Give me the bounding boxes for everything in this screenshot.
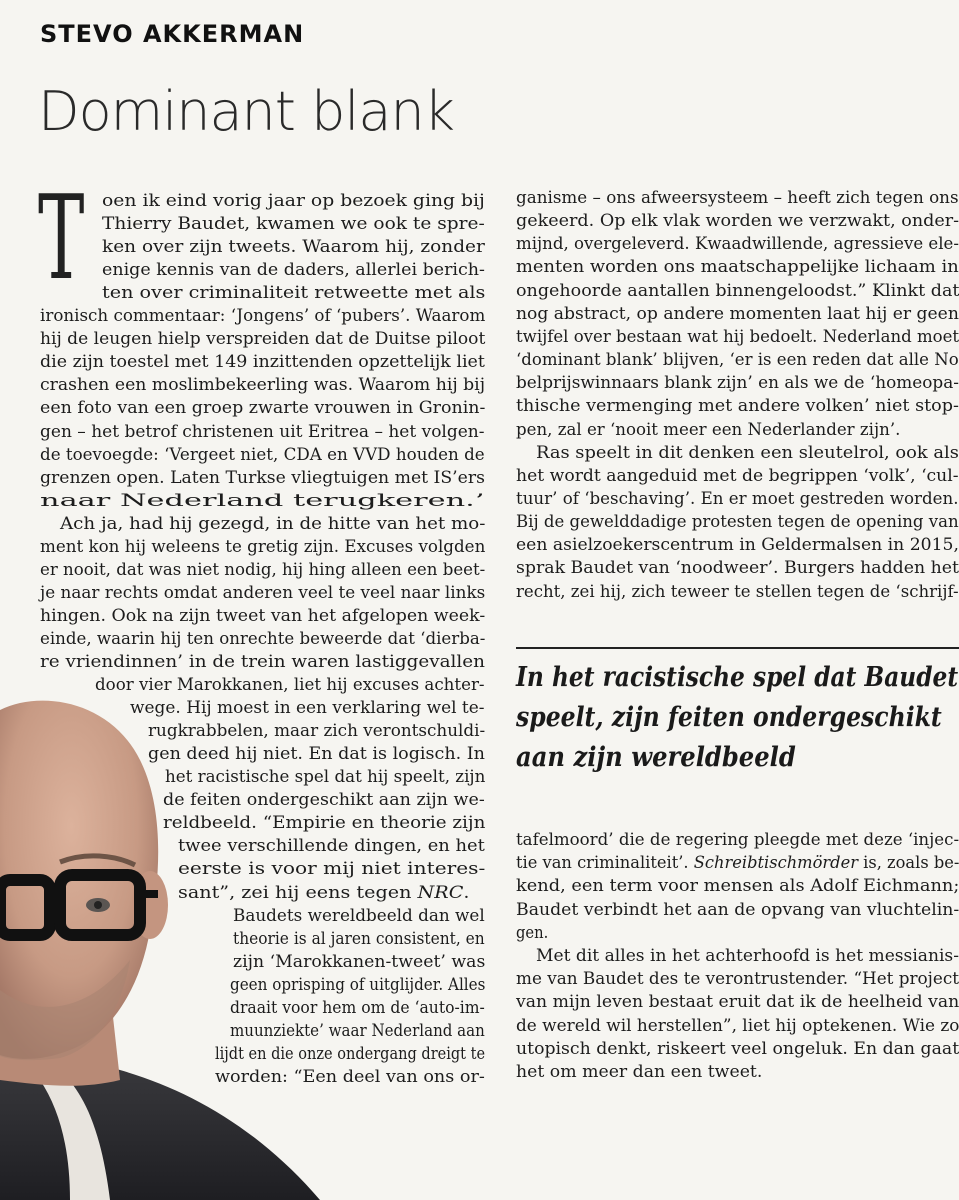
pullquote-line: speelt, zijn feiten ondergeschikt bbox=[516, 702, 942, 733]
pullquote-line: aan zijn wereldbeeld bbox=[516, 742, 796, 773]
drop-cap: T bbox=[38, 171, 85, 306]
text-line: tafelmoord’ die de regering pleegde met deze ‘injec- bbox=[516, 830, 959, 850]
text-line: draait voor hem om de ‘auto-im- bbox=[230, 997, 485, 1018]
text-line: de feiten ondergeschikt aan zijn we- bbox=[163, 790, 485, 811]
text-line: een asielzoekerscentrum in Geldermalsen in 2015, bbox=[516, 535, 959, 556]
text-line: twijfel over bestaan wat hij bedoelt. Nederland moet bbox=[516, 326, 959, 347]
text-line: pen, zal er ‘nooit meer een Nederlander zijn’. bbox=[516, 419, 901, 440]
text-line: twee verschillende dingen, en het bbox=[178, 836, 485, 857]
text-line: ganisme – ons afweersysteem – heeft zich tegen ons bbox=[516, 188, 959, 208]
text-line: het wordt aangeduid met de begrippen ‘volk’, ‘cul- bbox=[516, 465, 959, 486]
author-portrait bbox=[0, 690, 320, 1200]
text-line: gen deed hij niet. En dat is logisch. In bbox=[148, 744, 485, 765]
text-line: ironisch commentaar: ‘Jongens’ of ‘pubers’. Waarom bbox=[40, 306, 486, 327]
text-line: Thierry Baudet, kwamen we ook te spre- bbox=[102, 214, 485, 235]
text-line: einde, waarin hij ten onrechte beweerde dat ‘dierba- bbox=[40, 628, 486, 649]
text-continuation: is, zoals be- bbox=[857, 853, 959, 874]
text-line: me van Baudet des te verontrustender. “Het project bbox=[516, 969, 959, 990]
text-line: de wereld wil herstellen”, liet hij optekenen. Wie zo bbox=[516, 1015, 959, 1036]
text-line: je naar rechts omdat anderen veel te veel naar links bbox=[40, 582, 486, 603]
text-line: gekeerd. Op elk vlak worden we verzwakt, onder- bbox=[516, 211, 959, 232]
text-line: Ach ja, had hij gezegd, in de hitte van het mo- bbox=[60, 513, 486, 534]
text-line: die zijn toestel met 149 inzittenden opzettelijk liet bbox=[40, 352, 485, 373]
text-line: theorie is al jaren consistent, en bbox=[233, 928, 485, 949]
text-line: oen ik eind vorig jaar op bezoek ging bij bbox=[102, 191, 485, 211]
text-line: een foto van een groep zwarte vrouwen in Gronin- bbox=[40, 398, 486, 419]
italic-term: Schreibtischmörder bbox=[693, 853, 858, 874]
text-line: eerste is voor mij niet interes- bbox=[178, 859, 486, 880]
text-line: door vier Marokkanen, liet hij excuses achter- bbox=[95, 675, 485, 696]
text-line: nog abstract, op andere momenten laat hij er geen bbox=[516, 303, 959, 324]
newspaper-name: NRC bbox=[417, 882, 464, 903]
text-line: crashen een moslimbekeerling was. Waarom hij bij bbox=[40, 375, 486, 396]
text-line: sprak Baudet van ‘noodweer’. Burgers hadden het bbox=[516, 558, 959, 579]
pullquote-rule bbox=[516, 647, 959, 649]
text-line: tie van criminaliteit’. Schreibtischmörder is, zoals be- bbox=[516, 853, 959, 874]
text-line: grenzen open. Laten Turkse vliegtuigen met IS’ers bbox=[40, 467, 485, 488]
text-line: ken over zijn tweets. Waarom hij, zonder bbox=[102, 237, 485, 258]
text-line: re vriendinnen’ in de trein waren lastiggevallen bbox=[40, 652, 485, 672]
text-line: Baudet verbindt het aan de opvang van vluchtelin- bbox=[516, 899, 959, 920]
text-line: Baudets wereldbeeld dan wel bbox=[233, 905, 485, 926]
text-line: Bij de gewelddadige protesten tegen de opening van bbox=[516, 512, 959, 533]
text-line: worden: “Een deel van ons or- bbox=[215, 1066, 485, 1087]
text-line: enige kennis van de daders, allerlei berich- bbox=[102, 260, 485, 281]
text-line: zijn ‘Marokkanen-tweet’ was bbox=[233, 951, 486, 972]
text-line: ten over criminaliteit retweette met als bbox=[102, 283, 486, 304]
text-line: mijnd, overgeleverd. Kwaadwillende, agressieve ele- bbox=[516, 234, 959, 255]
text-line: ‘dominant blank’ blijven, ‘er is een reden dat alle No bbox=[516, 350, 959, 371]
text-line: Ras speelt in dit denken een sleutelrol, ook als bbox=[536, 442, 959, 463]
text-line: reldbeeld. “Empirie en theorie zijn bbox=[163, 813, 486, 834]
text-line: Met dit alles in het achterhoofd is het messianis- bbox=[536, 946, 959, 966]
text-line: naar Nederland terugkeren.’ bbox=[40, 490, 485, 511]
punctuation: . bbox=[463, 882, 470, 903]
pullquote-line: In het racistische spel dat Baudet bbox=[516, 662, 959, 693]
article-title: Dominant blank bbox=[38, 80, 454, 143]
text-line: hingen. Ook na zijn tweet van het afgelopen week- bbox=[40, 605, 486, 626]
text-line: ment kon hij weleens te gretig zijn. Excuses volgden bbox=[40, 536, 486, 557]
text-line: recht, zei hij, zich teweer te stellen tegen de ‘schrijf- bbox=[516, 581, 959, 602]
text-line: het racistische spel dat hij speelt, zijn bbox=[165, 767, 486, 788]
text-line: gen – het betrof christenen uit Eritrea – het volgen- bbox=[40, 421, 485, 442]
text-line: muunziekte’ waar Nederland aan bbox=[230, 1020, 485, 1041]
text-line: er nooit, dat was niet nodig, hij hing alleen een beet- bbox=[40, 559, 486, 580]
text-line: menten worden ons maatschappelijke lichaam in bbox=[516, 257, 959, 278]
text-line: de toevoegde: ‘Vergeet niet, CDA en VVD houden de bbox=[40, 444, 485, 465]
text-line: gen. bbox=[516, 922, 549, 943]
text-line: belprijswinnaars blank zijn’ en als we de ‘homeopa- bbox=[516, 373, 959, 394]
text-line: thische vermenging met andere volken’ niet stop- bbox=[516, 396, 959, 417]
text-line: het om meer dan een tweet. bbox=[516, 1062, 763, 1082]
text-line: tuur’ of ‘beschaving’. En er moet gestreden worden. bbox=[516, 488, 959, 509]
text-line: sant”, zei hij eens tegen NRC. bbox=[178, 882, 470, 903]
text-line: wege. Hij moest in een verklaring wel te- bbox=[130, 698, 485, 719]
text-line: lijdt en die onze ondergang dreigt te bbox=[215, 1043, 486, 1064]
text-line: ongehoorde aantallen binnengeloodst.” Klinkt dat bbox=[516, 280, 959, 301]
text-line: geen oprisping of uitglijder. Alles bbox=[230, 974, 486, 995]
author-name: STEVO AKKERMAN bbox=[40, 20, 305, 48]
text-line: van mijn leven bestaat eruit dat ik de heelheid van bbox=[516, 992, 959, 1013]
text-line: hij de leugen hielp verspreiden dat de Duitse piloot bbox=[40, 329, 486, 350]
text-line: utopisch denkt, riskeert veel ongeluk. En dan gaat bbox=[516, 1038, 959, 1059]
text-line: kend, een term voor mensen als Adolf Eichmann; bbox=[516, 876, 959, 897]
text-line: rugkrabbelen, maar zich verontschuldi- bbox=[148, 721, 486, 742]
